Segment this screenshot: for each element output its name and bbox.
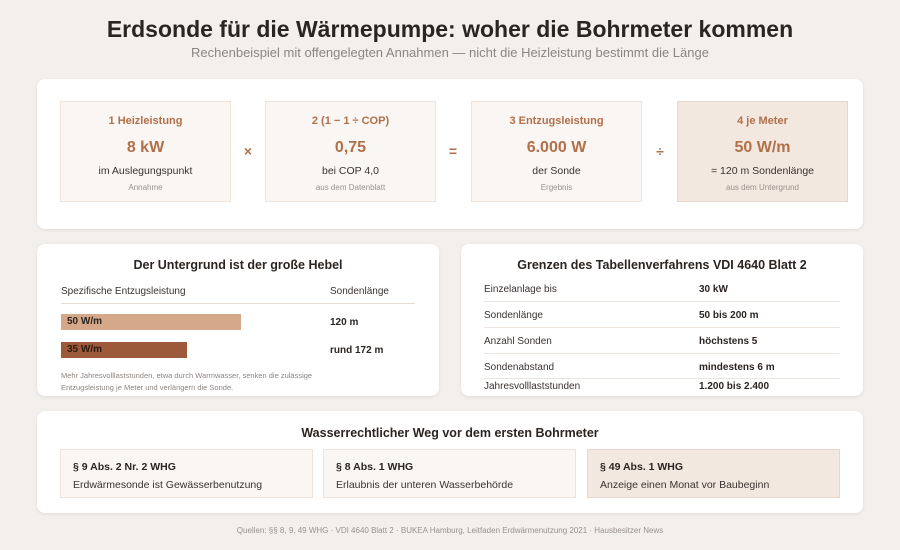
limit-key: Jahresvolllaststunden	[484, 381, 581, 392]
limit-key: Sondenabstand	[484, 362, 555, 373]
row-divider	[484, 301, 840, 302]
divide-operator: ÷	[656, 143, 664, 159]
law-description: Erdwärmesonde ist Gewässerbenutzung	[73, 479, 263, 491]
step-description: = 120 m Sondenlänge	[710, 165, 815, 177]
law-reference: § 49 Abs. 1 WHG	[600, 461, 684, 473]
multiply-operator: ×	[243, 143, 253, 159]
column-header-sondenlaenge: Sondenlänge	[330, 286, 389, 297]
ground-card	[37, 244, 439, 396]
law-step-erlaubnis	[323, 449, 576, 498]
formula-step-entzugsleistung	[471, 101, 642, 202]
step-source: Annahme	[128, 183, 163, 192]
header-divider	[61, 303, 415, 304]
limits-card	[461, 244, 863, 396]
formula-step-heizleistung	[60, 101, 231, 202]
step-description: bei COP 4,0	[321, 165, 379, 177]
page-subtitle: Rechenbeispiel mit offengelegten Annahmen — nicht die Heizleistung bestimmt die Länge	[191, 45, 709, 60]
step-description: im Auslegungspunkt	[98, 165, 193, 177]
length-value-50: 120 m	[330, 317, 359, 328]
step-description: der Sonde	[532, 165, 581, 177]
length-value-35: rund 172 m	[330, 345, 384, 356]
step-value: 8 kW	[126, 139, 165, 156]
ground-title: Der Untergrund ist der große Hebel	[133, 258, 343, 272]
limit-value: 1.200 bis 2.400	[699, 381, 770, 392]
formula-step-cop-factor	[265, 101, 436, 202]
law-reference: § 8 Abs. 1 WHG	[336, 461, 414, 473]
step-value: 50 W/m	[734, 139, 791, 156]
law-step-gewaesserbenutzung	[60, 449, 313, 498]
limit-key: Sondenlänge	[484, 310, 543, 321]
law-step-anzeige	[587, 449, 840, 498]
bar-35-wm: 35 W/m	[61, 342, 187, 358]
limit-value: höchstens 5	[699, 336, 758, 347]
limits-title: Grenzen des Tabellenverfahrens VDI 4640 Blatt 2	[517, 258, 807, 272]
step-value: 0,75	[334, 139, 367, 156]
formula-card	[37, 79, 863, 229]
step-label: 3 Entzugsleistung	[509, 115, 604, 127]
law-card	[37, 411, 863, 513]
row-divider	[484, 378, 840, 379]
step-source: Ergebnis	[540, 183, 573, 192]
limit-key: Einzelanlage bis	[484, 284, 557, 295]
equals-operator: =	[448, 143, 458, 159]
limit-value: 50 bis 200 m	[699, 310, 759, 321]
law-description: Erlaubnis der unteren Wasserbehörde	[336, 479, 514, 491]
step-label: 2 (1 − 1 ÷ COP)	[311, 115, 390, 127]
formula-step-je-meter	[677, 101, 848, 202]
sources-footer: Quellen: §§ 8, 9, 49 WHG · VDI 4640 Blatt 2 · BUKEA Hamburg, Leitfaden Erdwärmenutzung 2021 · Hausbesitzer News	[236, 526, 664, 535]
bar-50-wm: 50 W/m	[61, 314, 241, 330]
limit-value: 30 kW	[699, 284, 728, 295]
step-source: aus dem Untergrund	[726, 183, 799, 192]
ground-note: Mehr Jahresvolllaststunden, etwa durch Warmwasser, senken die zulässige Entzugsleistung je Meter und verlängern die Sonde.	[61, 371, 313, 392]
limit-value: mindestens 6 m	[699, 362, 775, 373]
row-divider	[484, 327, 840, 328]
step-label: 1 Heizleistung	[108, 115, 183, 127]
law-description: Anzeige einen Monat vor Baubeginn	[600, 479, 770, 491]
step-source: aus dem Datenblatt	[315, 183, 386, 192]
law-reference: § 9 Abs. 2 Nr. 2 WHG	[73, 461, 176, 473]
row-divider	[484, 353, 840, 354]
law-title: Wasserrechtlicher Weg vor dem ersten Bohrmeter	[301, 426, 599, 440]
column-header-entzugsleistung: Spezifische Entzugsleistung	[61, 286, 186, 297]
step-label: 4 je Meter	[737, 115, 788, 127]
step-value: 6.000 W	[526, 139, 587, 156]
page-title: Erdsonde für die Wärmepumpe: woher die Bohrmeter kommen	[106, 16, 794, 42]
limit-key: Anzahl Sonden	[484, 336, 552, 347]
